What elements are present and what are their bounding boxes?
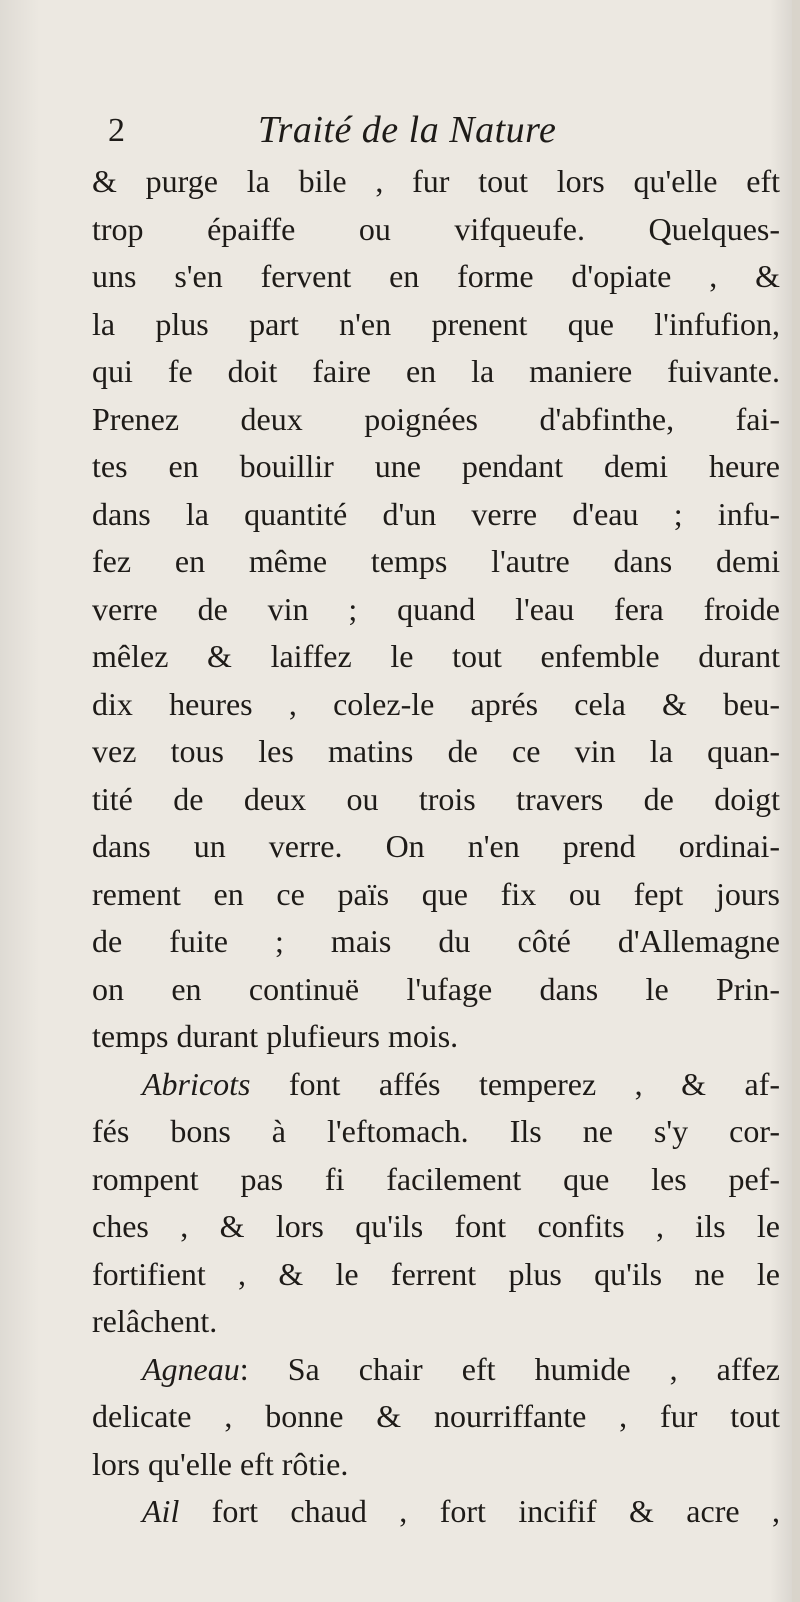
text-line: relâchent. — [92, 1303, 218, 1339]
body-text — [92, 158, 780, 1536]
entry-text: fort chaud , fort incifif & acre , — [179, 1493, 780, 1529]
text-line: dans la quantité d'un verre d'eau ; infu- — [92, 495, 780, 532]
entry-text: font affés temperez , & af- — [250, 1065, 780, 1102]
running-title: Traité de la Nature — [258, 109, 557, 151]
page-edge-shadow — [792, 0, 800, 1602]
running-head — [108, 108, 668, 158]
text-line: dans un verre. On n'en prend ordinai- — [92, 828, 780, 864]
entry-abricots-first-line — [92, 1061, 780, 1109]
entry-text: : Sa chair eft humide , affez — [239, 1350, 780, 1387]
text-line: fez en même temps l'autre dans demi — [92, 543, 780, 579]
text-line: verre de vin ; quand l'eau fera froide — [92, 590, 780, 627]
text-line: delicate , bonne & nourriffante , fur tout — [92, 1398, 780, 1434]
text-line: rompent pas fi facilement que les pef- — [92, 1160, 780, 1197]
text-line: vez tous les matins de ce vin la quan- — [92, 733, 780, 769]
text-line: & purge la bile , fur tout lors qu'elle eft — [92, 163, 780, 199]
text-line: uns s'en fervent en forme d'opiate , & — [92, 258, 780, 294]
text-line: fés bons à l'eftomach. Ils ne s'y cor- — [92, 1113, 780, 1149]
page-number: 2 — [108, 112, 125, 149]
text-line: temps durant plufieurs mois. — [92, 1018, 459, 1054]
text-line: ches , & lors qu'ils font confits , ils le — [92, 1208, 780, 1244]
text-line: on en continuë l'ufage dans le Prin- — [92, 970, 780, 1007]
text-line: fortifient , & le ferrent plus qu'ils ne le — [92, 1255, 780, 1292]
text-line: dix heures , colez-le aprés cela & beu- — [92, 685, 780, 722]
text-line: Prenez deux poignées d'abfinthe, fai- — [92, 400, 780, 437]
text-line: lors qu'elle eft rôtie. — [92, 1445, 349, 1482]
text-line: tes en bouillir une pendant demi heure — [92, 448, 780, 484]
text-line: de fuite ; mais du côté d'Allemagne — [92, 923, 780, 959]
text-line: trop épaiffe ou vifqueufe. Quelques- — [92, 210, 780, 247]
entry-term-agneau: Agneau — [142, 1350, 240, 1387]
text-line: tité de deux ou trois travers de doigt — [92, 780, 780, 817]
entry-term-abricots: Abricots — [142, 1065, 251, 1102]
text-line: la plus part n'en prenent que l'infufion, — [92, 305, 780, 342]
text-line: rement en ce païs que fix ou fept jours — [92, 875, 780, 912]
entry-agneau-first-line — [92, 1346, 780, 1394]
entry-ail-first-line — [92, 1488, 780, 1536]
entry-term-ail: Ail — [142, 1493, 180, 1529]
text-line: qui fe doit faire en la maniere fuivante. — [92, 353, 780, 389]
text-line: mêlez & laiffez le tout enfemble durant — [92, 638, 780, 674]
